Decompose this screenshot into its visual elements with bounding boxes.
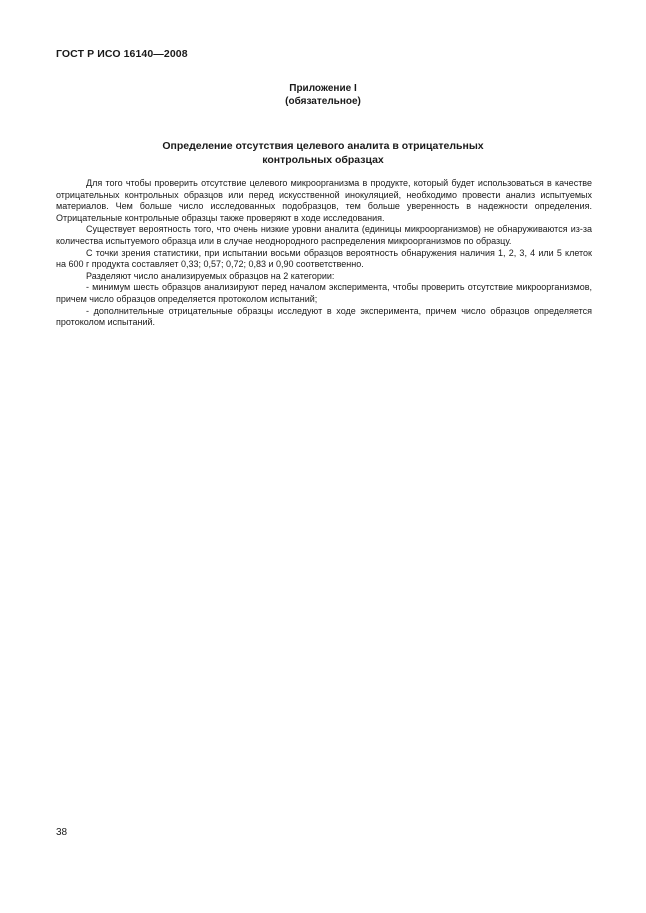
appendix-label: Приложение I (289, 83, 357, 94)
paragraph: Разделяют число анализируемых образцов на 2 категории: (86, 270, 335, 281)
paragraph: Существует вероятность того, что очень низкие уровни аналита (единицы микроорганизмов) не обнаруживаются из-за количества испытуемого образца или в случае неоднородного распределения микроорганизмов по образцу. (56, 224, 592, 246)
appendix-status: (обязательное) (285, 96, 361, 107)
appendix-heading (0, 82, 646, 108)
section-title-line-1: Определение отсутствия целевого аналита в отрицательных (162, 140, 484, 152)
page-number: 38 (56, 827, 68, 838)
body-text (56, 178, 592, 329)
section-title-line-2: контрольных образцах (262, 153, 384, 166)
document-header: ГОСТ Р ИСО 16140—2008 (56, 48, 188, 60)
section-title (0, 140, 646, 167)
paragraph: Для того чтобы проверить отсутствие целевого микроорганизма в продукте, который будет использоваться в качестве отрицательных контрольных образцов или перед искусственной инокуляцией, необходимо провести анализ испытуемых материалов. Чем больше число исследованных подобразцов, тем больше уверенность в надежности определения. Отрицательные контрольные образцы также проверяют в ходе исследования. (56, 178, 592, 223)
list-item: - минимум шесть образцов анализируют перед началом эксперимента, чтобы проверить отсутствие микроорганизмов, причем число образцов определяется протоколом испытаний; (56, 282, 592, 304)
list-item: - дополнительные отрицательные образцы исследуют в ходе эксперимента, причем число образцов определяется протоколом испытаний. (56, 305, 592, 328)
paragraph: С точки зрения статистики, при испытании восьми образцов вероятность обнаружения наличия 1, 2, 3, 4 или 5 клеток на 600 г продукта составляет 0,33; 0,57; 0,72; 0,83 и 0,90 соответственно. (56, 247, 592, 270)
